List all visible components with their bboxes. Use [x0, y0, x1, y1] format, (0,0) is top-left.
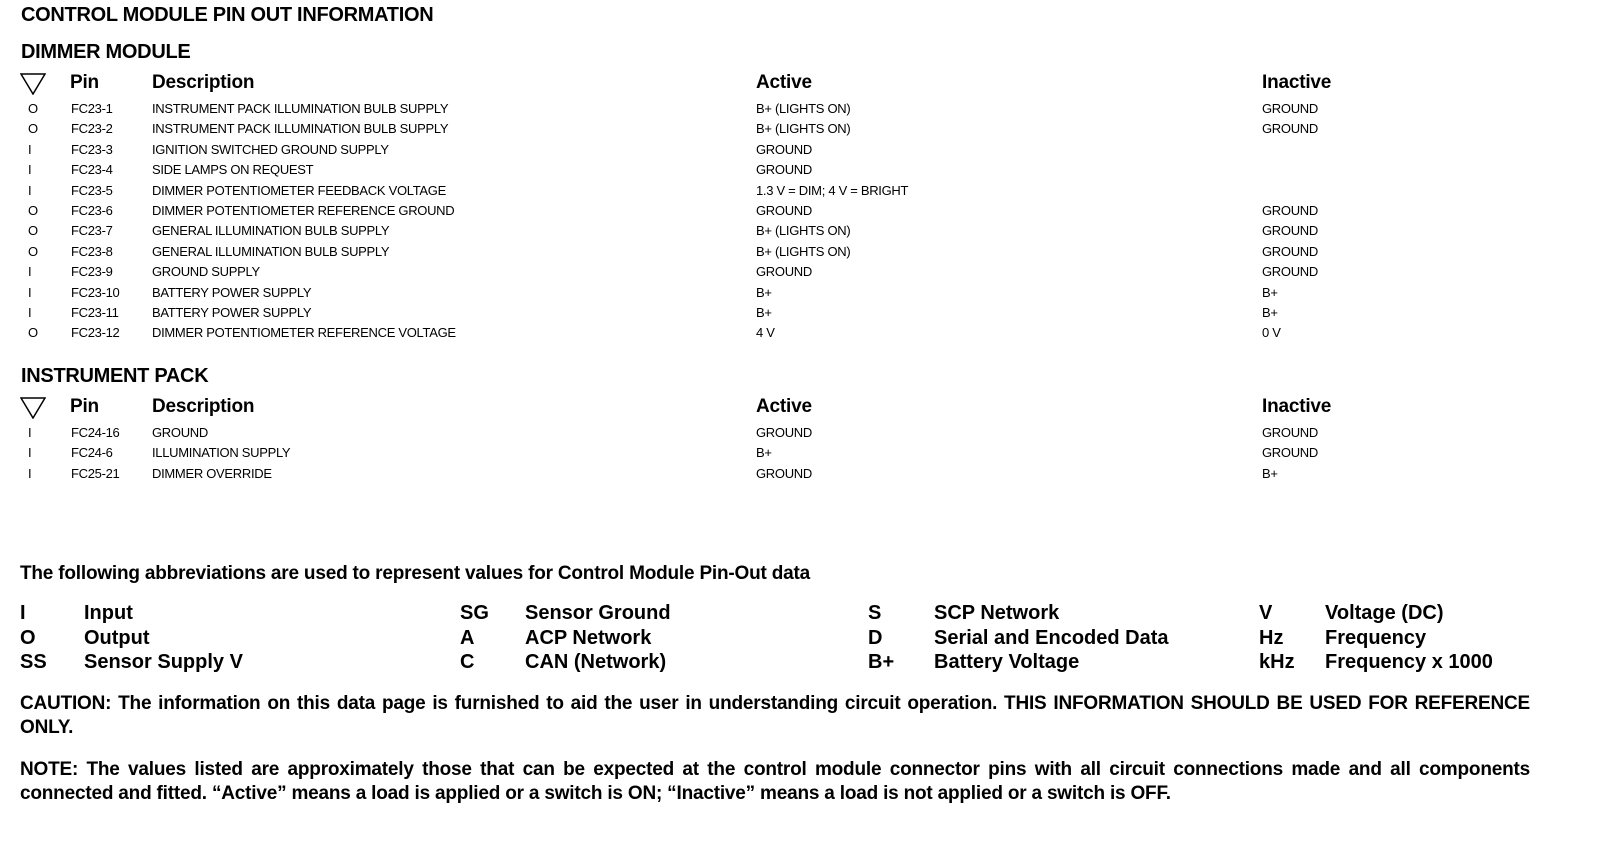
- table-row: [0, 121, 1600, 141]
- abbreviation-code: V: [1259, 602, 1273, 624]
- pin-number: FC24-6: [71, 445, 113, 461]
- pin-description: SIDE LAMPS ON REQUEST: [152, 162, 314, 178]
- pin-number: FC23-5: [71, 182, 113, 198]
- active-value: B+ (LIGHTS ON): [756, 121, 851, 137]
- pin-direction: I: [28, 465, 32, 481]
- abbreviation-code: O: [20, 627, 36, 649]
- abbreviation-meaning: Sensor Ground: [525, 602, 671, 624]
- active-value: 4 V: [756, 325, 775, 341]
- pin-description: BATTERY POWER SUPPLY: [152, 305, 312, 320]
- pin-number: FC23-6: [71, 203, 113, 218]
- active-value: B+ (LIGHTS ON): [756, 101, 851, 116]
- abbreviations-intro: The following abbreviations are used to represent values for Control Module Pin-Out data: [20, 563, 811, 584]
- pin-direction: I: [28, 264, 32, 280]
- column-header-pin: Pin: [70, 72, 99, 93]
- abbreviation-meaning: ACP Network: [525, 627, 652, 649]
- pin-description: ILLUMINATION SUPPLY: [152, 445, 291, 461]
- pin-direction: I: [28, 445, 32, 461]
- table-row: [0, 142, 1600, 162]
- pin-direction: O: [28, 101, 38, 116]
- table-row: [0, 325, 1600, 345]
- active-value: GROUND: [756, 141, 812, 157]
- pin-direction: O: [28, 203, 38, 218]
- pin-number: FC23-3: [71, 141, 113, 157]
- pin-number: FC23-12: [71, 325, 120, 341]
- pin-number: FC23-2: [71, 121, 113, 137]
- pin-direction: I: [28, 425, 32, 440]
- inactive-value: GROUND: [1262, 101, 1318, 116]
- pin-number: FC23-9: [71, 264, 113, 280]
- inactive-value: B+: [1262, 305, 1278, 320]
- abbreviation-code: I: [20, 602, 26, 624]
- section-title-dimmer-module: DIMMER MODULE: [21, 41, 191, 63]
- abbreviation-code: kHz: [1259, 651, 1295, 673]
- table-row: [0, 223, 1600, 243]
- active-value: 1.3 V = DIM; 4 V = BRIGHT: [756, 182, 909, 198]
- pin-number: FC23-7: [71, 223, 113, 239]
- column-header-active: Active: [756, 72, 812, 93]
- inactive-value: GROUND: [1262, 264, 1318, 280]
- inactive-value: GROUND: [1262, 203, 1318, 218]
- table-row: [0, 425, 1600, 445]
- pin-direction: O: [28, 325, 38, 341]
- abbreviation-meaning: Input: [84, 602, 133, 624]
- abbreviation-code: C: [460, 651, 475, 673]
- inactive-value: B+: [1262, 284, 1278, 300]
- abbreviation-meaning: SCP Network: [934, 602, 1060, 624]
- table-row: [0, 445, 1600, 465]
- pin-direction: I: [28, 284, 32, 300]
- pin-description: GROUND: [152, 425, 208, 440]
- page-title: CONTROL MODULE PIN OUT INFORMATION: [21, 4, 434, 26]
- pin-direction: O: [28, 243, 38, 259]
- table-row: [0, 183, 1600, 203]
- pin-description: GENERAL ILLUMINATION BULB SUPPLY: [152, 243, 390, 259]
- pin-direction: I: [28, 162, 32, 178]
- table-row: [0, 101, 1600, 121]
- abbreviation-meaning: Output: [84, 627, 150, 649]
- active-value: B+: [756, 284, 772, 300]
- pin-direction: O: [28, 223, 38, 239]
- active-value: B+: [756, 445, 772, 461]
- active-value: B+ (LIGHTS ON): [756, 223, 851, 239]
- pin-description: DIMMER POTENTIOMETER REFERENCE GROUND: [152, 203, 455, 218]
- table-row: [0, 203, 1600, 223]
- abbreviation-meaning: Voltage (DC): [1325, 602, 1444, 624]
- pin-direction: I: [28, 305, 32, 320]
- abbreviation-meaning: Battery Voltage: [934, 651, 1080, 673]
- inactive-value: GROUND: [1262, 425, 1318, 440]
- abbreviation-meaning: CAN (Network): [525, 651, 667, 673]
- pin-number: FC23-10: [71, 284, 120, 300]
- note-text: NOTE: The values listed are approximately those that can be expected at the control module connector pins with all circuit connections made and all components connected and fitted. “Active” means a load is applied or a switch is ON; “Inactive” means a load is not applied or a switch is OFF.: [20, 759, 1530, 804]
- inactive-value: GROUND: [1262, 223, 1318, 239]
- pin-description: DIMMER POTENTIOMETER REFERENCE VOLTAGE: [152, 325, 456, 341]
- inactive-value: GROUND: [1262, 243, 1318, 259]
- abbreviation-code: B+: [868, 651, 895, 673]
- pin-description: INSTRUMENT PACK ILLUMINATION BULB SUPPLY: [152, 121, 449, 137]
- pin-description: DIMMER POTENTIOMETER FEEDBACK VOLTAGE: [152, 182, 446, 198]
- abbreviation-code: SS: [20, 651, 47, 673]
- pin-direction: O: [28, 121, 38, 137]
- table-row: [0, 244, 1600, 264]
- table-row: [0, 305, 1600, 325]
- inactive-value: GROUND: [1262, 121, 1318, 137]
- column-header-inactive: Inactive: [1262, 396, 1332, 417]
- pin-direction: I: [28, 141, 32, 157]
- active-value: GROUND: [756, 203, 812, 218]
- inactive-value: GROUND: [1262, 445, 1318, 461]
- active-value: GROUND: [756, 264, 812, 280]
- column-header-pin: Pin: [70, 396, 99, 417]
- connector-direction-icon: [20, 73, 46, 95]
- active-value: GROUND: [756, 425, 812, 440]
- connector-direction-icon: [20, 397, 46, 419]
- pin-description: INSTRUMENT PACK ILLUMINATION BULB SUPPLY: [152, 101, 449, 116]
- column-header-description: Description: [152, 72, 255, 93]
- inactive-value: 0 V: [1262, 325, 1281, 341]
- abbreviation-meaning: Frequency: [1325, 627, 1427, 649]
- abbreviation-code: A: [460, 627, 475, 649]
- abbreviation-meaning: Frequency x 1000: [1325, 651, 1493, 673]
- pin-direction: I: [28, 182, 32, 198]
- abbreviation-meaning: Serial and Encoded Data: [934, 627, 1169, 649]
- pin-description: GROUND SUPPLY: [152, 264, 260, 280]
- abbreviation-code: D: [868, 627, 883, 649]
- active-value: GROUND: [756, 465, 812, 481]
- active-value: B+ (LIGHTS ON): [756, 243, 851, 259]
- inactive-value: B+: [1262, 465, 1278, 481]
- table-row: [0, 264, 1600, 284]
- pin-description: IGNITION SWITCHED GROUND SUPPLY: [152, 141, 389, 157]
- abbreviation-code: Hz: [1259, 627, 1284, 649]
- abbreviation-code: SG: [460, 602, 489, 624]
- pin-description: BATTERY POWER SUPPLY: [152, 284, 312, 300]
- pin-number: FC23-1: [71, 101, 113, 116]
- pin-number: FC25-21: [71, 465, 120, 481]
- section-title-instrument-pack: INSTRUMENT PACK: [21, 365, 209, 387]
- column-header-inactive: Inactive: [1262, 72, 1332, 93]
- pin-description: GENERAL ILLUMINATION BULB SUPPLY: [152, 223, 390, 239]
- pin-number: FC23-4: [71, 162, 113, 178]
- pin-number: FC23-8: [71, 243, 113, 259]
- active-value: GROUND: [756, 162, 812, 178]
- column-header-active: Active: [756, 396, 812, 417]
- table-row: [0, 285, 1600, 305]
- column-header-description: Description: [152, 396, 255, 417]
- pin-description: DIMMER OVERRIDE: [152, 465, 272, 481]
- abbreviation-meaning: Sensor Supply V: [84, 651, 243, 673]
- pin-number: FC23-11: [71, 305, 119, 320]
- abbreviation-code: S: [868, 602, 882, 624]
- caution-text: CAUTION: The information on this data page is furnished to aid the user in understanding circuit operation. THIS INFORMATION SHOULD BE USED FOR REFERENCE ONLY.: [20, 693, 1530, 738]
- active-value: B+: [756, 305, 772, 320]
- table-row: [0, 162, 1600, 182]
- pin-number: FC24-16: [71, 425, 120, 440]
- table-row: [0, 466, 1600, 486]
